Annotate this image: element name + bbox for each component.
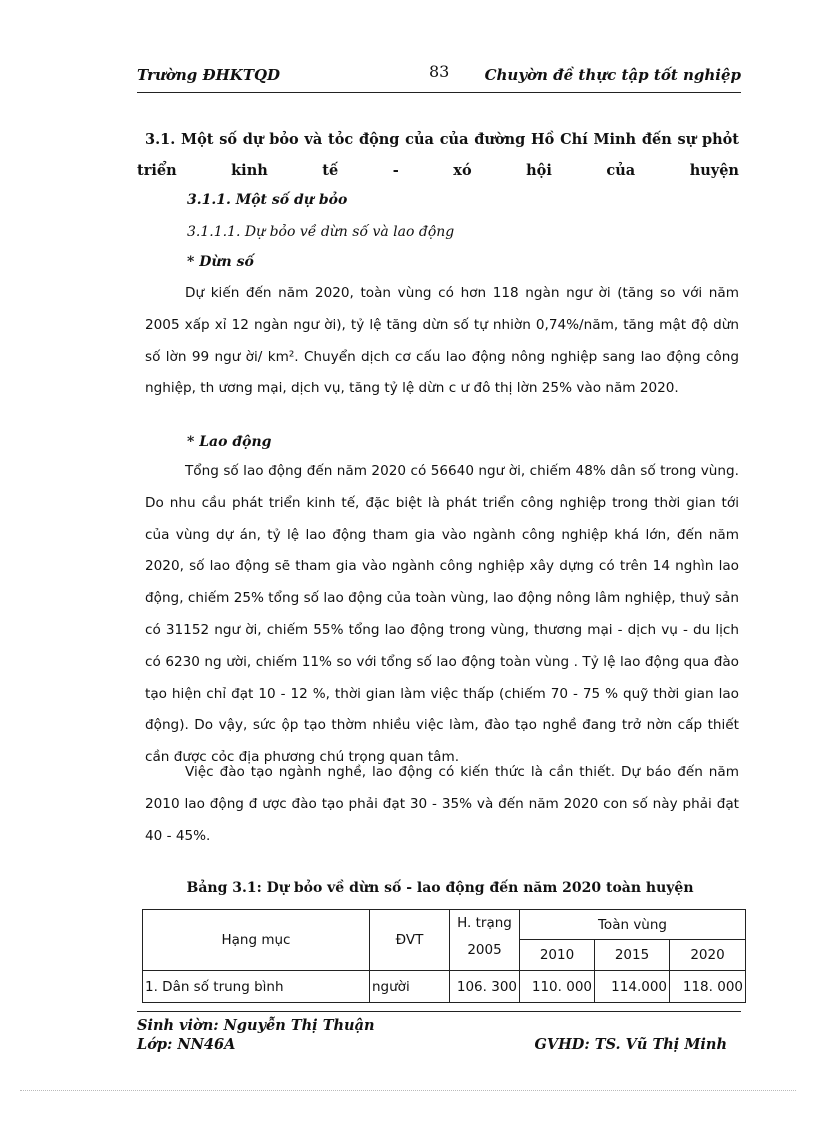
page-footer [137,1011,741,1053]
footer-advisor: GVHD: TS. Vũ Thị Minh [534,1036,727,1053]
training-paragraph: Việc đào tạo ngành nghề, lao động có kiến thức là cần thiết. Dự báo đến năm 2010 lao động đ ược đào tạo phải đạt 30 - 35% và đến năm 2020 con số này phải đạt 40 - 45%. [145,764,739,844]
sub-subsection-heading: 3.1.1.1. Dự bỏo về dừn số và lao động [187,224,455,240]
forecast-table [142,909,746,1003]
header-report-type: Chuyờn đề thực tập tốt nghiệp [484,66,741,84]
header-school: Trường ĐHKTQD [137,66,281,84]
header-year: 2020 [670,940,746,971]
header-current: H. trạng 2005 [450,910,520,971]
header-unit: ĐVT [370,910,450,971]
row-2010: 110. 000 [520,971,595,1003]
section-title-line1: 3.1. Một số dự bỏo và tỏc động của của đường Hồ Chí Minh đến sự phỏt [145,131,739,148]
header-item: Hạng mục [143,910,370,971]
population-heading: * Dừn số [187,254,254,270]
row-2020: 118. 000 [670,971,746,1003]
row-current: 106. 300 [450,971,520,1003]
header-year: 2015 [595,940,670,971]
row-item: 1. Dân số trung bình [143,971,370,1003]
footer-class: Lớp: NN46A [137,1036,236,1053]
header-year: 2010 [520,940,595,971]
table-header-row [143,910,746,940]
labor-heading: * Lao động [187,434,272,450]
section-title-line2 [137,162,739,179]
footer-student: Sinh viờn: Nguyễn Thị Thuận [137,1017,375,1034]
title-word: - [392,162,399,179]
population-paragraph: Dự kiến đến năm 2020, toàn vùng có hơn 118 ngàn ngư ời (tăng so với năm 2005 xấp xỉ 12 ngàn ngư ời), tỷ lệ tăng dừn số tự nhiờn 0,74%/năm, tăng mật độ dừn số lờn 99 ngư ời/ km². Chuyển dịch cơ cấu lao động nông nghiệp sang lao động công nghiệp, th ương mại, dịch vụ, tăng tỷ lệ dừn c ư đô thị lờn 25% vào năm 2020. [145,285,739,397]
row-unit: người [370,971,450,1003]
title-word: huyện [689,162,739,179]
title-word: xó [453,162,472,179]
labor-paragraph: Tổng số lao động đến năm 2020 có 56640 ngư ời, chiếm 48% dân số trong vùng. Do nhu cầu phát triển kinh tế, đặc biệt là phát triển công nghiệp trong thời gian tới của vùng dự án, tỷ lệ lao động tham gia vào ngành công nghiệp khá lớn, đến năm 2020, số lao động sẽ tham gia vào ngành công nghiệp xây dựng có trên 14 nghìn lao động, chiếm 25% tổng số lao động của toàn vùng, lao động nông lâm nghiệp, thuỷ sản có 31152 ngư ời, chiếm 55% tổng lao động trong vùng, thương mại - dịch vụ - du lịch có 6230 ng ười, chiếm 11% so với tổng số lao động toàn vùng . Tỷ lệ lao động qua đào tạo hiện chỉ đạt 10 - 12 %, thời gian làm việc thấp (chiếm 70 - 75 % quỹ thời gian lao động). Do vậy, sức ộp tạo thờm nhiều việc làm, đào tạo nghề đang trở nờn cấp thiết cần được cỏc địa phương chú trọng quan tâm. [145,463,739,766]
title-word: của [606,162,636,179]
subsection-heading: 3.1.1. Một số dự bỏo [187,192,348,208]
table-caption: Bảng 3.1: Dự bỏo về dừn số - lao động đến năm 2020 toàn huyện [186,880,694,896]
page-number: 83 [429,62,450,81]
header-region: Toàn vùng [520,910,746,940]
title-word: hội [526,162,552,179]
title-word: triển [137,162,177,179]
page-header [137,62,741,93]
row-2015: 114.000 [595,971,670,1003]
title-word: tế [322,162,339,179]
table-row [143,971,746,1003]
title-word: kinh [231,162,268,179]
page-bottom-divider [20,1090,796,1091]
